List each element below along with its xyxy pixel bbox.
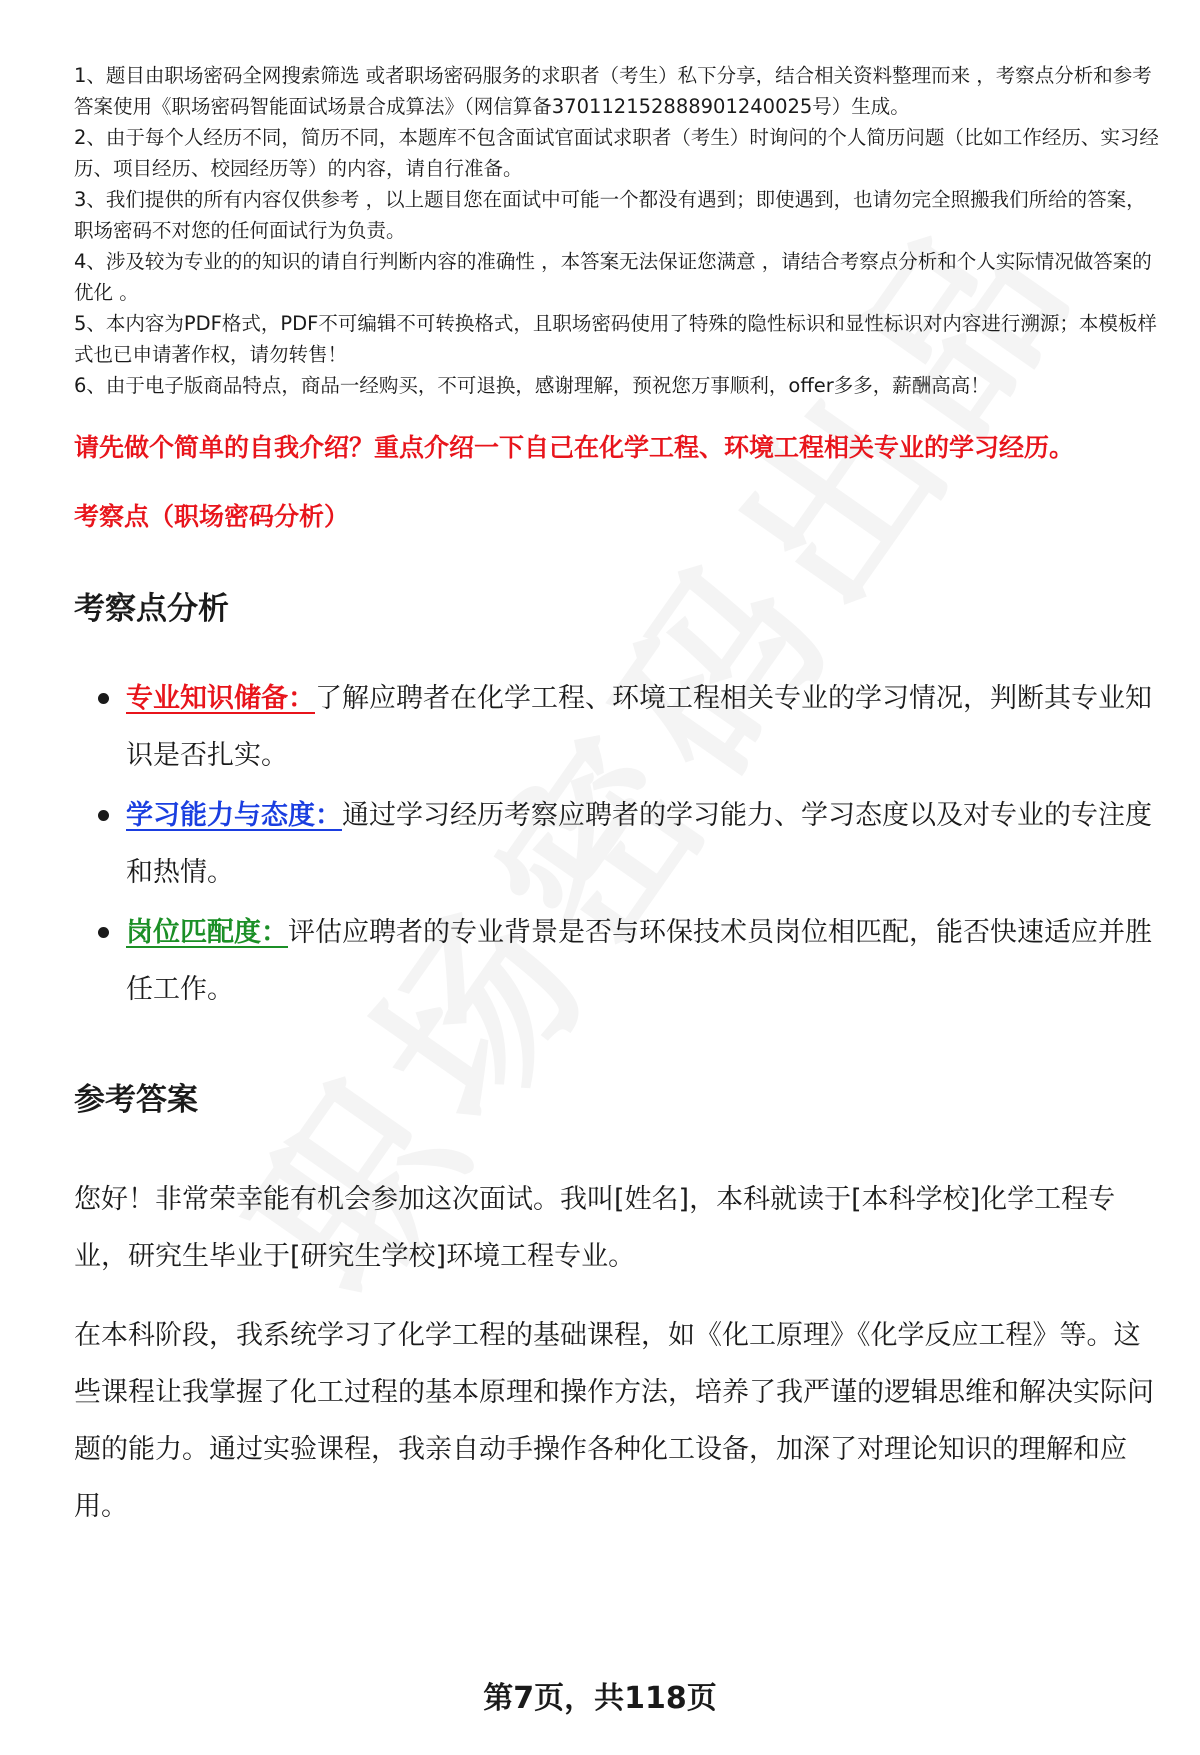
page-content xyxy=(74,60,1160,1535)
analysis-item xyxy=(126,787,1160,901)
notice-item: 4、涉及较为专业的的知识的请自行判断内容的准确性 ，本答案无法保证您满意 ，请结合考察点分析和个人实际情况做答案的优化 。 xyxy=(74,250,1152,304)
bullet-icon xyxy=(98,693,109,704)
analysis-text: 通过学习经历考察应聘者的学习能力、学习态度以及对专业的专注度和热情。 xyxy=(126,800,1152,888)
notice-item: 1、题目由职场密码全网搜索筛选 或者职场密码服务的求职者（考生）私下分享，结合相关资料整理而来 ，考察点分析和参考答案使用《职场密码智能面试场景合成算法》（网信算备370112152888901240025号）生成。 xyxy=(74,64,1152,118)
notice-item: 5、本内容为PDF格式，PDF不可编辑不可转换格式，且职场密码使用了特殊的隐性标识和显性标识对内容进行溯源；本模板样式也已申请著作权，请勿转售！ xyxy=(74,312,1157,366)
analysis-text: 评估应聘者的专业背景是否与环保技术员岗位相匹配，能否快速适应并胜任工作。 xyxy=(126,917,1152,1005)
answer-heading: 参考答案 xyxy=(74,1082,198,1118)
focus-label: 考察点（职场密码分析） xyxy=(74,502,350,531)
analysis-heading: 考察点分析 xyxy=(74,591,229,627)
answer-paragraph: 在本科阶段，我系统学习了化学工程的基础课程，如《化工原理》《化学反应工程》等。这些课程让我掌握了化工过程的基本原理和操作方法，培养了我严谨的逻辑思维和解决实际问题的能力。通过实验课程，我亲自动手操作各种化工设备，加深了对理论知识的理解和应用。 xyxy=(74,1320,1154,1522)
notice-list xyxy=(74,60,1160,401)
notice-item: 6、由于电子版商品特点，商品一经购买，不可退换，感谢理解，预祝您万事顺利，offer多多，薪酬高高！ xyxy=(74,374,990,397)
bullet-icon xyxy=(98,810,109,821)
analysis-list xyxy=(74,670,1160,1018)
analysis-label: 岗位匹配度： xyxy=(126,917,288,948)
analysis-item xyxy=(126,670,1160,784)
answer-paragraph: 您好！非常荣幸能有机会参加这次面试。我叫[姓名]，本科就读于[本科学校]化学工程专业，研究生毕业于[研究生学校]环境工程专业。 xyxy=(74,1184,1116,1272)
bullet-icon xyxy=(98,927,109,938)
notice-item: 3、我们提供的所有内容仅供参考 ，以上题目您在面试中可能一个都没有遇到；即使遇到，也请勿完全照搬我们所给的答案，职场密码不对您的任何面试行为负责。 xyxy=(74,188,1146,242)
analysis-item xyxy=(126,904,1160,1018)
analysis-label: 学习能力与态度： xyxy=(126,800,342,831)
page-number: 第7页，共118页 xyxy=(483,1681,717,1716)
analysis-label: 专业知识储备： xyxy=(126,683,315,714)
interview-question: 请先做个简单的自我介绍？重点介绍一下自己在化学工程、环境工程相关专业的学习经历。 xyxy=(74,433,1075,462)
analysis-text: 了解应聘者在化学工程、环境工程相关专业的学习情况，判断其专业知识是否扎实。 xyxy=(126,683,1152,771)
notice-item: 2、由于每个人经历不同，简历不同，本题库不包含面试官面试求职者（考生）时询问的个人简历问题（比如工作经历、实习经历、项目经历、校园经历等）的内容，请自行准备。 xyxy=(74,126,1159,180)
